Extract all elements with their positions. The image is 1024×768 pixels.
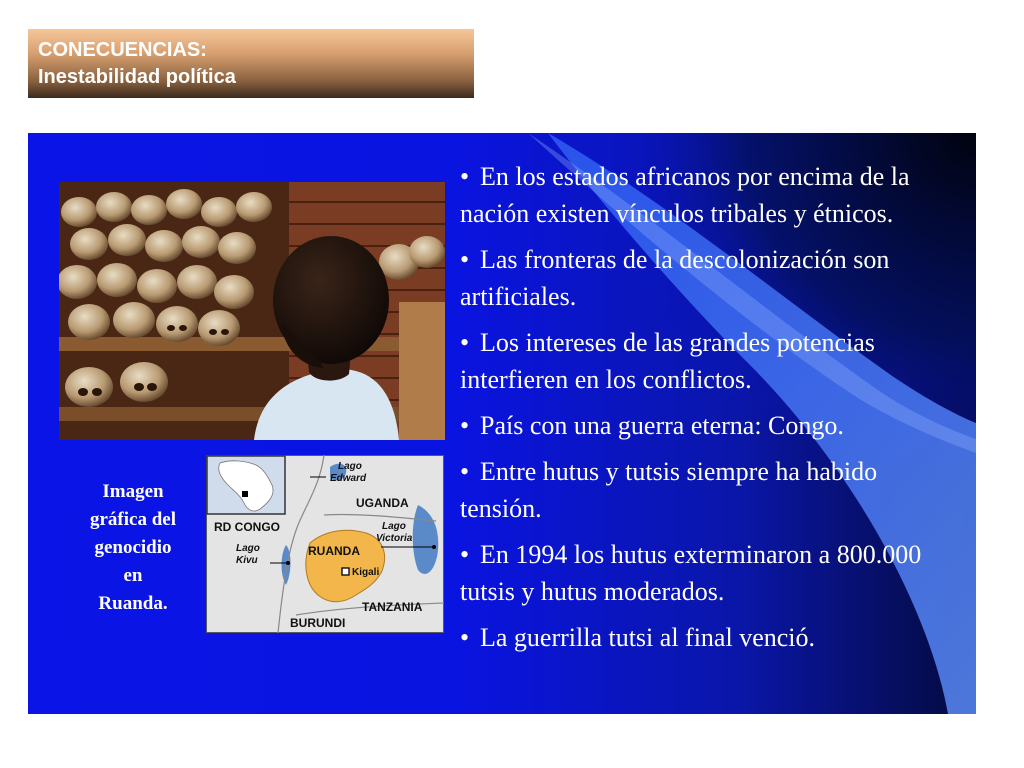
map-label-uganda: UGANDA bbox=[356, 496, 409, 510]
bullet-item: • Entre hutus y tutsis siempre ha habido tensión. bbox=[460, 457, 878, 523]
map-label-lago-victoria: Lago bbox=[382, 521, 406, 532]
bullet-item: • Las fronteras de la descolonización son artificiales. bbox=[460, 245, 890, 311]
bullet-item: • La guerrilla tutsi al final venció. bbox=[460, 623, 815, 652]
title-band bbox=[28, 29, 474, 98]
bullet-item: • Los intereses de las grandes potencias interfieren en los conflictos. bbox=[460, 328, 875, 394]
caption-line: gráfica del bbox=[89, 509, 176, 530]
slide-subtitle: Inestabilidad política bbox=[38, 66, 236, 88]
bullet-item: • En los estados africanos por encima de la nación existen vínculos tribales y étnicos. bbox=[460, 162, 910, 228]
bullet-item: • País con una guerra eterna: Congo. bbox=[460, 411, 844, 440]
caption-line: genocidio bbox=[94, 537, 172, 558]
map-label-lago-victoria: Victoria bbox=[376, 533, 413, 544]
rwanda-map bbox=[206, 455, 444, 633]
genocide-photo bbox=[59, 182, 445, 440]
map-label-lago-kivu: Lago bbox=[236, 543, 260, 554]
map-label-kigali: Kigali bbox=[352, 567, 380, 578]
bullet-item: • En 1994 los hutus exterminaron a 800.000 tutsis y hutus moderados. bbox=[460, 540, 922, 606]
caption-line: Ruanda. bbox=[98, 593, 168, 614]
map-label-rd-congo: RD CONGO bbox=[214, 520, 280, 534]
map-label-lago-kivu: Kivu bbox=[236, 555, 258, 566]
slide-content bbox=[28, 133, 976, 714]
caption-line: Imagen bbox=[102, 481, 164, 502]
africa-inset-map bbox=[207, 456, 285, 514]
map-label-lago-edward: Lago bbox=[338, 461, 362, 472]
map-label-burundi: BURUNDI bbox=[290, 616, 346, 630]
map-label-ruanda: RUANDA bbox=[308, 544, 360, 558]
photo-caption bbox=[68, 478, 198, 618]
map-label-lago-edward: Edward bbox=[330, 473, 367, 484]
slide-title: CONECUENCIAS: bbox=[38, 39, 207, 61]
map-label-tanzania: TANZANIA bbox=[362, 600, 423, 614]
bullet-list bbox=[460, 158, 965, 665]
caption-line: en bbox=[123, 565, 143, 586]
